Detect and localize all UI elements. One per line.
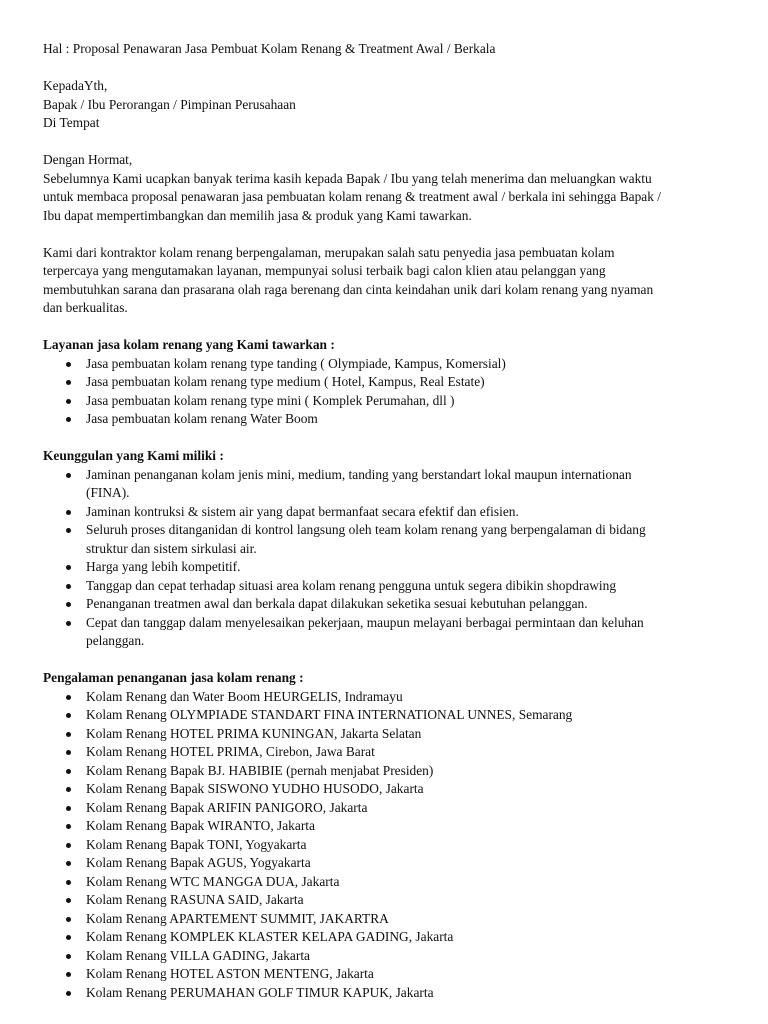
about-line: terpercaya yang mengutamakan layanan, mempunyai solusi terbaik bagi calon klien atau pelanggan yang bbox=[43, 263, 606, 278]
advantage-item-text: Harga yang lebih kompetitif. bbox=[86, 559, 241, 574]
intro-line: untuk membaca proposal penawaran jasa pembuatan kolam renang & treatment awal / berkala ini sehingga Bapak / bbox=[43, 189, 661, 204]
about-line: membutuhkan sarana dan prasarana olah raga berenang dan cinta keindahan unik dari kolam renang yang nyaman bbox=[43, 281, 654, 297]
recipient-salutation: KepadaYth, bbox=[43, 78, 108, 93]
advantage-item bbox=[86, 503, 733, 522]
advantages-heading: Keunggulan yang Kami miliki : bbox=[43, 448, 224, 463]
experience-item-text: Kolam Renang HOTEL ASTON MENTENG, Jakarta bbox=[86, 966, 374, 981]
experience-item-text: Kolam Renang Bapak BJ. HABIBIE (pernah menjabat Presiden) bbox=[86, 762, 434, 778]
spacer bbox=[43, 225, 733, 244]
service-item-text: Jasa pembuatan kolam renang type mini ( Komplek Perumahan, dll ) bbox=[86, 392, 455, 408]
spacer bbox=[43, 651, 733, 670]
service-item bbox=[86, 410, 733, 429]
experience-item bbox=[86, 891, 733, 910]
experience-item bbox=[86, 854, 733, 873]
advantages-list bbox=[43, 466, 733, 651]
service-item bbox=[86, 373, 733, 392]
experience-item bbox=[86, 706, 733, 725]
experience-item-text: Kolam Renang Bapak WIRANTO, Jakarta bbox=[86, 818, 315, 833]
intro-paragraph bbox=[43, 170, 733, 226]
experience-heading: Pengalaman penanganan jasa kolam renang : bbox=[43, 670, 304, 685]
advantage-item bbox=[86, 521, 733, 558]
experience-item bbox=[86, 965, 733, 984]
service-item bbox=[86, 355, 733, 374]
experience-item-text: Kolam Renang dan Water Boom HEURGELIS, Indramayu bbox=[86, 688, 403, 704]
experience-item bbox=[86, 725, 733, 744]
experience-item-text: Kolam Renang Bapak AGUS, Yogyakarta bbox=[86, 855, 311, 870]
spacer bbox=[43, 429, 733, 448]
service-item-text: Jasa pembuatan kolam renang type medium ( Hotel, Kampus, Real Estate) bbox=[86, 374, 485, 389]
document-page bbox=[43, 40, 733, 1002]
advantage-item-text: Seluruh proses ditanganidan di kontrol langsung oleh team kolam renang yang berpengalaman di bidang bbox=[86, 522, 646, 537]
services-heading: Layanan jasa kolam renang yang Kami tawarkan : bbox=[43, 337, 335, 352]
greeting: Dengan Hormat, bbox=[43, 152, 133, 167]
advantage-item-text: pelanggan. bbox=[86, 633, 145, 648]
experience-item-text: Kolam Renang VILLA GADING, Jakarta bbox=[86, 947, 310, 963]
recipient-name: Bapak / Ibu Perorangan / Pimpinan Perusahaan bbox=[43, 96, 296, 112]
spacer bbox=[43, 133, 733, 152]
experience-item bbox=[86, 910, 733, 929]
experience-item-text: Kolam Renang RASUNA SAID, Jakarta bbox=[86, 892, 304, 907]
advantage-item-text: (FINA). bbox=[86, 485, 130, 500]
experience-item bbox=[86, 762, 733, 781]
about-line: dan berkualitas. bbox=[43, 300, 128, 315]
advantage-item bbox=[86, 577, 733, 596]
advantage-item-text: Penanganan treatmen awal dan berkala dapat dilakukan seketika sesuai kebutuhan pelanggan. bbox=[86, 596, 588, 611]
experience-item bbox=[86, 928, 733, 947]
service-item-text: Jasa pembuatan kolam renang Water Boom bbox=[86, 411, 318, 426]
intro-line: Sebelumnya Kami ucapkan banyak terima kasih kepada Bapak / Ibu yang telah menerima dan meluangkan waktu bbox=[43, 170, 652, 186]
about-paragraph bbox=[43, 244, 733, 318]
experience-item-text: Kolam Renang HOTEL PRIMA, Cirebon, Jawa Barat bbox=[86, 744, 375, 759]
advantage-item-text: Jaminan kontruksi & sistem air yang dapat bermanfaat secara efektif dan efisien. bbox=[86, 503, 519, 519]
recipient-block bbox=[43, 77, 733, 133]
experience-item bbox=[86, 817, 733, 836]
spacer bbox=[43, 59, 733, 78]
advantage-item bbox=[86, 558, 733, 577]
experience-item bbox=[86, 836, 733, 855]
advantage-item bbox=[86, 614, 733, 651]
advantage-item-text: Jaminan penanganan kolam jenis mini, medium, tanding yang berstandart lokal maupun internationan bbox=[86, 466, 632, 482]
experience-item bbox=[86, 780, 733, 799]
experience-item bbox=[86, 947, 733, 966]
intro-line: Ibu dapat mempertimbangkan dan memilih jasa & produk yang Kami tawarkan. bbox=[43, 207, 472, 223]
experience-item-text: Kolam Renang Bapak TONI, Yogyakarta bbox=[86, 836, 307, 852]
experience-list bbox=[43, 688, 733, 1003]
experience-item-text: Kolam Renang Bapak SISWONO YUDHO HUSODO, Jakarta bbox=[86, 781, 424, 796]
advantage-item bbox=[86, 595, 733, 614]
experience-item bbox=[86, 743, 733, 762]
experience-item-text: Kolam Renang WTC MANGGA DUA, Jakarta bbox=[86, 873, 340, 889]
experience-item bbox=[86, 873, 733, 892]
experience-item-text: Kolam Renang HOTEL PRIMA KUNINGAN, Jakarta Selatan bbox=[86, 725, 422, 741]
recipient-place: Di Tempat bbox=[43, 115, 100, 130]
advantage-item-text: Cepat dan tanggap dalam menyelesaikan pekerjaan, maupun melayani berbagai permintaan dan keluhan bbox=[86, 614, 644, 630]
experience-item bbox=[86, 688, 733, 707]
spacer bbox=[43, 318, 733, 337]
experience-item bbox=[86, 799, 733, 818]
advantage-item-text: Tanggap dan cepat terhadap situasi area kolam renang pengguna untuk segera dibikin shopdrawing bbox=[86, 577, 617, 593]
subject-line: Hal : Proposal Penawaran Jasa Pembuat Kolam Renang & Treatment Awal / Berkala bbox=[43, 41, 496, 56]
service-item bbox=[86, 392, 733, 411]
experience-item-text: Kolam Renang PERUMAHAN GOLF TIMUR KAPUK, Jakarta bbox=[86, 984, 434, 1000]
advantage-item bbox=[86, 466, 733, 503]
experience-item-text: Kolam Renang OLYMPIADE STANDART FINA INTERNATIONAL UNNES, Semarang bbox=[86, 707, 573, 722]
advantage-item-text: struktur dan sistem sirkulasi air. bbox=[86, 540, 257, 556]
experience-item-text: Kolam Renang APARTEMENT SUMMIT, JAKARTRA bbox=[86, 910, 389, 926]
experience-item-text: Kolam Renang Bapak ARIFIN PANIGORO, Jakarta bbox=[86, 799, 368, 815]
service-item-text: Jasa pembuatan kolam renang type tanding ( Olympiade, Kampus, Komersial) bbox=[86, 355, 506, 371]
experience-item-text: Kolam Renang KOMPLEK KLASTER KELAPA GADING, Jakarta bbox=[86, 929, 454, 944]
about-line: Kami dari kontraktor kolam renang berpengalaman, merupakan salah satu penyedia jasa pembuatan kolam bbox=[43, 244, 615, 260]
experience-item bbox=[86, 984, 733, 1003]
services-list bbox=[43, 355, 733, 429]
